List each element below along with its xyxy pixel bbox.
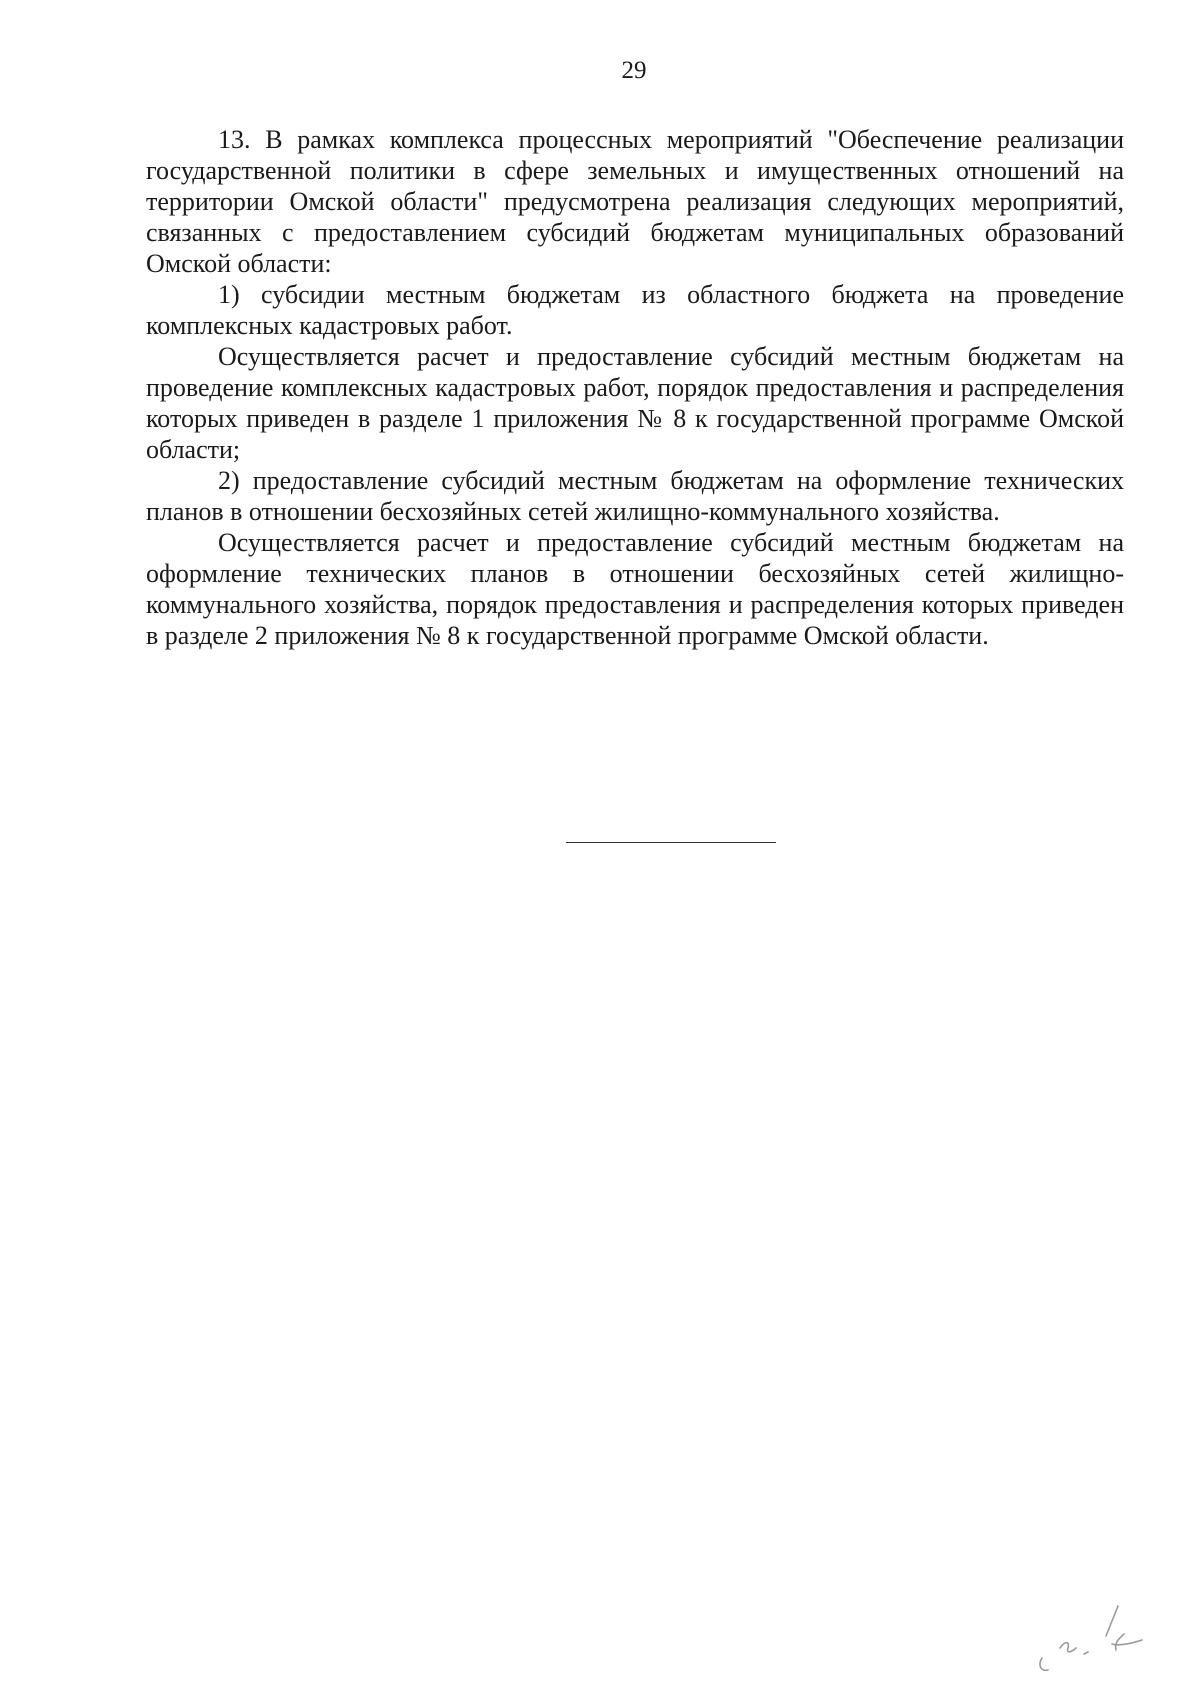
end-of-text-divider: [566, 842, 776, 843]
page-number: 29: [621, 57, 647, 84]
handwritten-initials: [1020, 1588, 1170, 1678]
paragraph-item-2: 2) предоставление субсидий местным бюджетам на оформление технических планов в отношении бесхозяйных сетей жилищно-коммунального хозяйства.: [146, 466, 1124, 526]
paragraph-item-1: 1) субсидии местным бюджетам из областного бюджета на проведение комплексных кадастровых работ.: [146, 280, 1124, 340]
paragraph-13-intro: 13. В рамках комплекса процессных мероприятий "Обеспечение реализации государственной политики в сфере земельных и имущественных отношений на территории Омской области" предусмотрена реализация следующих мероприятий, связанных с предоставлением субсидий бюджетам муниципальных образований Омской области:: [146, 125, 1124, 278]
paragraph-item-1-details: Осуществляется расчет и предоставление субсидий местным бюджетам на проведение комплексных кадастровых работ, порядок предоставления и распределения которых приведен в разделе 1 приложения № 8 к государственной программе Омской области;: [146, 342, 1124, 464]
document-body: [146, 124, 1124, 651]
paragraph-item-2-details: Осуществляется расчет и предоставление субсидий местным бюджетам на оформление технических планов в отношении бесхозяйных сетей жилищно-коммунального хозяйства, порядок предоставления и распределения которых приведен в разделе 2 приложения № 8 к государственной программе Омской области.: [146, 528, 1124, 650]
